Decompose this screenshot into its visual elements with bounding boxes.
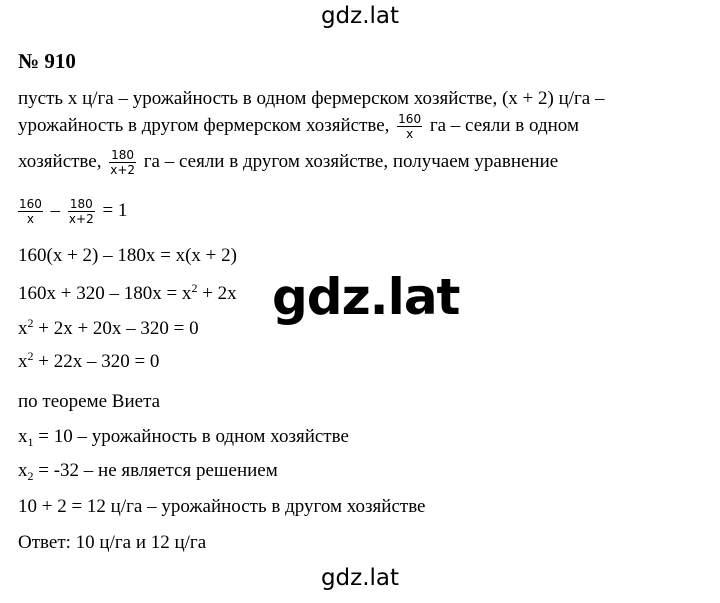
variable-x: x — [18, 426, 28, 447]
fraction-160-over-x — [18, 197, 43, 226]
subscript: 2 — [27, 469, 34, 483]
text-line-1: пусть x ц/га – урожайность в одном фермерском хозяйстве, (x + 2) ц/га – — [18, 88, 605, 109]
fraction-numerator: 180 — [111, 148, 135, 162]
equation-3-start: 160x + 320 – 180x = x — [18, 283, 192, 304]
equation-3 — [18, 282, 237, 306]
equation-1-rhs: = 1 — [102, 199, 128, 221]
variable-x: x — [18, 318, 28, 339]
text-line-3-start: хозяйстве, — [18, 150, 102, 172]
equation-5 — [18, 350, 159, 374]
text-line-2-start: урожайность в другом фермерском хозяйстве, — [18, 114, 390, 136]
subscript: 1 — [27, 435, 34, 449]
root-x2-line — [18, 459, 278, 483]
fraction-numerator: 160 — [398, 112, 422, 126]
equation-3-end: + 2x — [197, 283, 237, 304]
watermark-top: gdz.lat — [320, 3, 400, 29]
text-line-3-end: га – сеяли в другом хозяйстве, получаем уравнение — [143, 150, 559, 172]
equation-1 — [18, 197, 127, 226]
root-x2-text: = -32 – не является решением — [33, 460, 278, 481]
text-line-2-end: га – сеяли в одном — [429, 114, 579, 136]
fraction-denominator: x+2 — [68, 212, 94, 226]
equation-4 — [18, 317, 199, 341]
text-line-3 — [18, 148, 558, 177]
exponent: 2 — [27, 349, 34, 363]
root-x1-line — [18, 425, 349, 449]
fraction-denominator: x — [26, 212, 34, 226]
minus-sign: – — [50, 199, 61, 221]
fraction-180-over-x-plus-2 — [109, 148, 136, 177]
sum-line: 10 + 2 = 12 ц/га – урожайность в другом хозяйстве — [18, 496, 426, 517]
equation-5-end: + 22x – 320 = 0 — [33, 351, 160, 372]
fraction-denominator: x+2 — [110, 163, 136, 177]
fraction-numerator: 180 — [69, 197, 93, 211]
fraction-180-over-x-plus-2 — [68, 197, 95, 226]
watermark-bottom: gdz.lat — [320, 565, 400, 591]
equation-4-end: + 2x + 20x – 320 = 0 — [33, 318, 199, 339]
vieta-line: по теореме Виета — [18, 391, 161, 412]
exponent: 2 — [27, 316, 34, 330]
exponent: 2 — [191, 281, 198, 295]
problem-title: № 910 — [18, 49, 76, 73]
answer-line: Ответ: 10 ц/га и 12 ц/га — [18, 532, 207, 553]
variable-x: x — [18, 460, 28, 481]
fraction-numerator: 160 — [19, 197, 42, 211]
text-line-2 — [18, 112, 579, 141]
watermark-middle: gdz.lat — [272, 268, 460, 326]
root-x1-text: = 10 – урожайность в одном хозяйстве — [33, 426, 349, 447]
variable-x: x — [18, 351, 28, 372]
equation-2: 160(x + 2) – 180x = x(x + 2) — [18, 245, 237, 266]
fraction-denominator: x — [406, 127, 414, 141]
fraction-160-over-x — [397, 112, 422, 141]
